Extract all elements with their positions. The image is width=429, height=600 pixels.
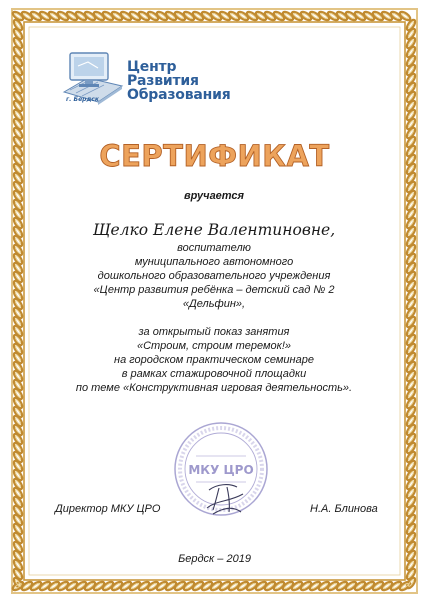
body-line: за открытый показ занятия [138, 326, 290, 338]
signatory-name: Н.А. Блинова [310, 503, 378, 515]
body-line: «Центр развития ребёнка – детский сад № 2 [93, 284, 335, 296]
logo-line-2: Развития [127, 73, 199, 89]
body-line: на городском практическом семинаре [114, 354, 314, 366]
body-line: муниципального автономного [134, 256, 294, 268]
body-line: «Дельфин», [182, 298, 246, 310]
awarded-text: вручается [183, 190, 245, 202]
certificate-title: СЕРТИФИКАТ [99, 139, 330, 173]
body-line: воспитателю [177, 242, 251, 254]
logo-city: г. Бердск [66, 96, 99, 103]
recipient-name: Щелко Елене Валентиновне, [92, 221, 336, 239]
footer-place-year: Бердск – 2019 [178, 553, 251, 565]
handwritten-signature [203, 478, 247, 522]
logo-line-3: Образования [127, 87, 231, 103]
body-line: дошкольного образовательного учреждения [97, 270, 331, 282]
body-line: по теме «Конструктивная игровая деятельность». [75, 382, 353, 394]
signatory-position: Директор МКУ ЦРО [55, 503, 161, 515]
body-line: «Строим, строим теремок!» [136, 340, 292, 352]
logo-line-1: Центр [127, 59, 177, 75]
body-line: в рамках стажировочной площадки [121, 368, 307, 380]
stamp-text: МКУ ЦРО [188, 463, 254, 477]
